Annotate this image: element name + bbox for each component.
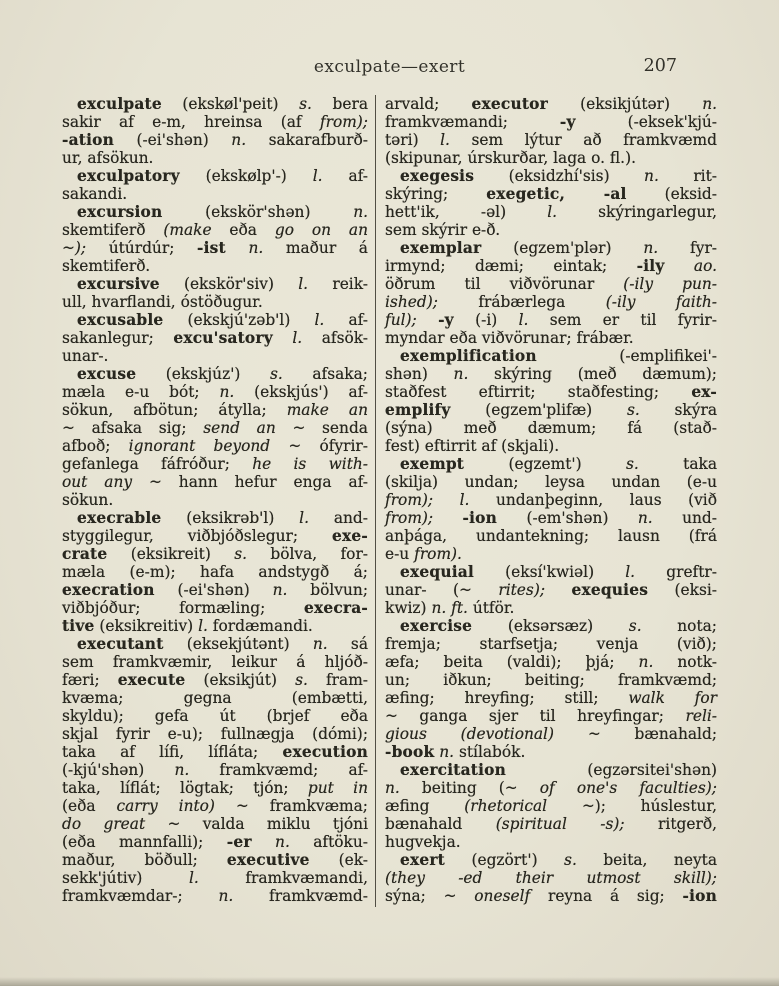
column-divider-rule (375, 95, 376, 907)
dictionary-line: sökun. (62, 491, 114, 509)
dictionary-line: maður, böðull; executive (ek- (62, 851, 369, 869)
dictionary-line: (eða mannfalli); -er n. aftöku- (62, 833, 368, 851)
dictionary-line: ur, afsökun. (62, 149, 154, 167)
dictionary-line: kvæma; gegna (embætti, (62, 689, 368, 707)
dictionary-line: kwiz) n. ft. útför. (385, 599, 515, 617)
dictionary-line: skjal fyrir e-u); fullnægja (dómi); (62, 725, 368, 743)
dictionary-line: viðbjóður; formæling; execra- (62, 599, 368, 617)
dictionary-line: (-kjú'shən) n. framkvæmd; af- (62, 761, 368, 779)
dictionary-line: gefanlega fáfróður; he is with- (62, 455, 368, 473)
dictionary-line: tive (eksikreitiv) l. fordæmandi. (62, 617, 313, 635)
dictionary-line: sem skýrir e-ð. (385, 221, 501, 239)
column-right (385, 95, 717, 907)
dictionary-line: unar-. (62, 347, 109, 365)
dictionary-line: arvald; executor (eksikjútər) n. (385, 95, 717, 113)
dictionary-line: ful); -y (-i) l. sem er til fyrir- (385, 311, 717, 329)
dictionary-line: excuse (ekskjúz') s. afsaka; (77, 365, 368, 383)
dictionary-line: framkvæmdar-; n. framkvæmd- (62, 887, 368, 905)
dictionary-line: hugvekja. (385, 833, 461, 851)
dictionary-line: taka, líflát; lögtak; tjón; put in (62, 779, 368, 797)
dictionary-line: ~ ganga sjer til hreyfingar; reli- (385, 707, 717, 725)
dictionary-line: afboð; ignorant beyond ~ ófyrir- (62, 437, 368, 455)
dictionary-line: execrable (eksikrəb'l) l. and- (77, 509, 368, 527)
dictionary-line: sakir af e-m, hreinsa (af from); (62, 113, 368, 131)
dictionary-line: skemtiferð (make eða go on an (62, 221, 368, 239)
dictionary-line: bænahald (spiritual -s); ritgerð, (385, 815, 717, 833)
dictionary-line: exegesis (eksidzhí'sis) n. rit- (400, 167, 717, 185)
dictionary-line: skyldu); gefa út (brjef eða (62, 707, 368, 725)
dictionary-line: (skilja) undan; leysa undan (e-u (385, 473, 717, 491)
dictionary-line: (skipunar, úrskurðar, laga o. fl.). (385, 149, 636, 167)
dictionary-line: irmynd; dæmi; eintak; -ily ao. (385, 257, 717, 275)
dictionary-line: hett'ik, -əl) l. skýringarlegur, (385, 203, 718, 221)
column-left (62, 95, 368, 907)
dictionary-line: executant (eksekjútənt) n. sá (77, 635, 368, 653)
dictionary-line: n. beiting (~ of one's faculties); (385, 779, 717, 797)
dictionary-line: ished); frábærlega (-ily faith- (385, 293, 718, 311)
dictionary-line: shən) n. skýring (með dæmum); (385, 365, 717, 383)
dictionary-line: framkvæmandi; -y (-eksek'kjú- (385, 113, 717, 131)
text-columns (62, 95, 717, 907)
dictionary-line: sakandi. (62, 185, 128, 203)
dictionary-line: exequial (eksí'kwiəl) l. greftr- (400, 563, 717, 581)
dictionary-line: mæla e-u bót; n. (ekskjús') af- (62, 383, 368, 401)
dictionary-line: styggilegur, viðbjóðslegur; exe- (62, 527, 368, 545)
dictionary-line: skýring; exegetic, -al (eksid- (385, 185, 717, 203)
dictionary-line: færi; execute (eksikjút) s. fram- (62, 671, 368, 689)
dictionary-line: e-u from). (385, 545, 462, 563)
dictionary-line: (eða carry into) ~ framkvæma; (62, 797, 368, 815)
dictionary-line: crate (eksikreit) s. bölva, for- (62, 545, 368, 563)
dictionary-line: excusable (ekskjú'zəb'l) l. af- (77, 311, 369, 329)
dictionary-line: excursive (ekskör'siv) l. reik- (77, 275, 368, 293)
dictionary-line: öðrum til viðvörunar (-ily pun- (385, 275, 717, 293)
dictionary-line: out any ~ hann hefur enga af- (62, 473, 368, 491)
scan-bottom-edge (0, 977, 779, 986)
dictionary-line: exercitation (egzərsitei'shən) (400, 761, 717, 779)
page-number: 207 (643, 56, 677, 76)
dictionary-line: emplify (egzem'plifæ) s. skýra (385, 401, 717, 419)
dictionary-line: skemtiferð. (62, 257, 151, 275)
dictionary-line: fremja; starfsetja; venja (við); (385, 635, 717, 653)
dictionary-line: exert (egzört') s. beita, neyta (400, 851, 717, 869)
dictionary-line: gious (devotional) ~ bænahald; (385, 725, 717, 743)
dictionary-line: from); l. undanþeginn, laus (við (385, 491, 717, 509)
dictionary-line: staðfest eftirrit; staðfesting; ex- (385, 383, 717, 401)
dictionary-line: təri) l. sem lýtur að framkvæmd (385, 131, 717, 149)
dictionary-line: exemplar (egzem'plər) n. fyr- (400, 239, 717, 257)
dictionary-line: sýna; ~ oneself reyna á sig; -ion (385, 887, 718, 905)
dictionary-line: exercise (eksərsæz) s. nota; (400, 617, 717, 635)
page-header-title: exculpate—exert (313, 57, 466, 77)
dictionary-line: exculpatory (ekskølp'-) l. af- (77, 167, 368, 185)
dictionary-line: anþága, undantekning; lausn (frá (385, 527, 717, 545)
dictionary-line: from); -ion (-em'shən) n. und- (385, 509, 717, 527)
dictionary-line: -book n. stílabók. (385, 743, 526, 761)
dictionary-line: execration (-ei'shən) n. bölvun; (62, 581, 369, 599)
dictionary-line: sekk'jútiv) l. framkvæmandi, (62, 869, 368, 887)
dictionary-line: ~ afsaka sig; send an ~ senda (62, 419, 368, 437)
dictionary-line: sökun, afbötun; átylla; make an (62, 401, 368, 419)
dictionary-line: æfing; hreyfing; still; walk for (385, 689, 717, 707)
dictionary-line: æfing (rhetorical ~); húslestur, (385, 797, 717, 815)
dictionary-line: taka af lífi, lífláta; execution (62, 743, 368, 761)
dictionary-line: sakanlegur; excu'satory l. afsök- (62, 329, 369, 347)
dictionary-line: (they -ed their utmost skill); (385, 869, 717, 887)
dictionary-line: sem framkvæmir, leikur á hljóð- (62, 653, 368, 671)
dictionary-line: -ation (-ei'shən) n. sakarafburð- (62, 131, 368, 149)
dictionary-line: exempt (egzemt') s. taka (400, 455, 717, 473)
dictionary-line: myndar eða viðvörunar; frábær. (385, 329, 634, 347)
dictionary-line: exculpate (ekskøl'peit) s. bera (77, 95, 368, 113)
dictionary-line: excursion (ekskör'shən) n. (77, 203, 368, 221)
dictionary-line: (sýna) með dæmum; fá (stað- (385, 419, 717, 437)
dictionary-line: ull, hvarflandi, óstöðugur. (62, 293, 263, 311)
dictionary-line: æfa; beita (valdi); þjá; n. notk- (385, 653, 717, 671)
dictionary-line: fest) eftirrit af (skjali). (385, 437, 560, 455)
dictionary-line: mæla (e-m); hafa andstygð á; (62, 563, 368, 581)
dictionary-line: exemplification (-emplifikei'- (400, 347, 717, 365)
dictionary-line: do great ~ valda miklu tjóni (62, 815, 368, 833)
dictionary-line: ~); útúrdúr; -ist n. maður á (62, 239, 368, 257)
dictionary-line: un; iðkun; beiting; framkvæmd; (385, 671, 717, 689)
dictionary-line: unar- (~ rites); exequies (eksi- (385, 581, 717, 599)
